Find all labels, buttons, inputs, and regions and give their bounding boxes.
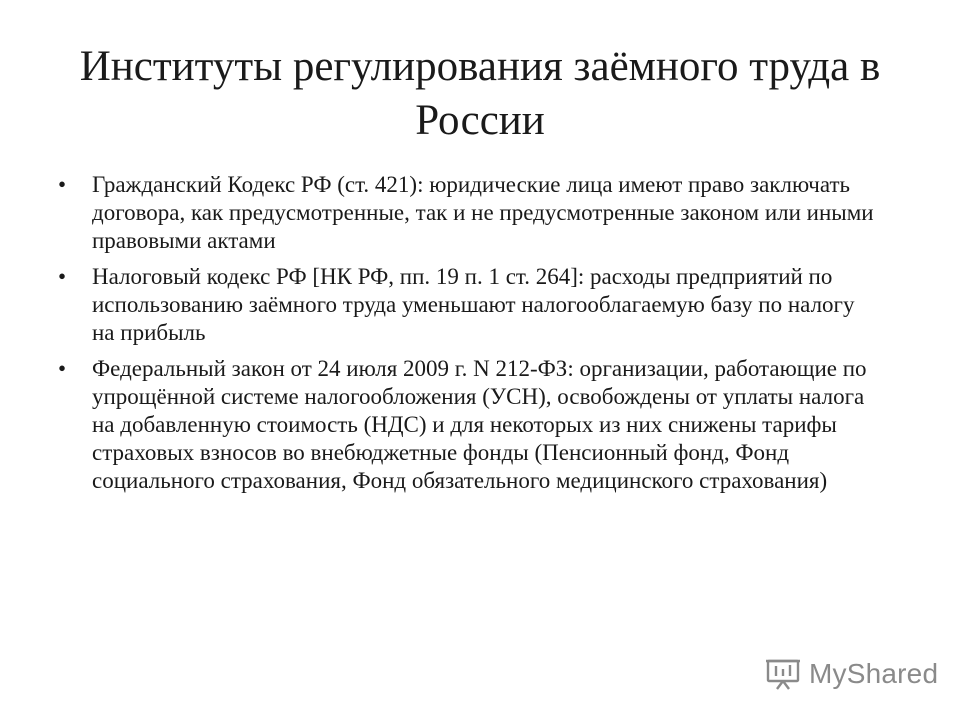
bullet-marker: • [58, 264, 67, 289]
presentation-board-icon [765, 657, 801, 691]
bullet-item [58, 171, 878, 255]
watermark-text: MyShared [809, 658, 939, 689]
slide-title: Институты регулирования заёмного труда в России [79, 43, 881, 144]
bullet-text: Гражданский Кодекс РФ (ст. 421): юридические лица имеют право заключать договора, как предусмотренные, так и не предусмотренные законом или иными правовыми актами [92, 172, 874, 253]
bullet-item [58, 263, 878, 347]
bullet-item [58, 355, 878, 495]
bullet-list [58, 171, 878, 503]
bullet-marker: • [58, 172, 67, 197]
bullet-text: Налоговый кодекс РФ [НК РФ, пп. 19 п. 1 ст. 264]: расходы предприятий по использованию заёмного труда уменьшают налогооблагаемую базу по налогу на прибыль [92, 264, 855, 345]
bullet-marker: • [58, 356, 67, 381]
bullet-text: Федеральный закон от 24 июля 2009 г. N 212-ФЗ: организации, работающие по упрощённой системе налогообложения (УСН), освобождены от уплаты налога на добавленную стоимость (НДС) и для некоторых из них снижены тарифы страховых взносов во внебюджетные фонды (Пенсионный фонд, Фонд социального страхования, Фонд обязательного медицинского страхования) [92, 356, 867, 493]
watermark-logo [765, 654, 938, 694]
